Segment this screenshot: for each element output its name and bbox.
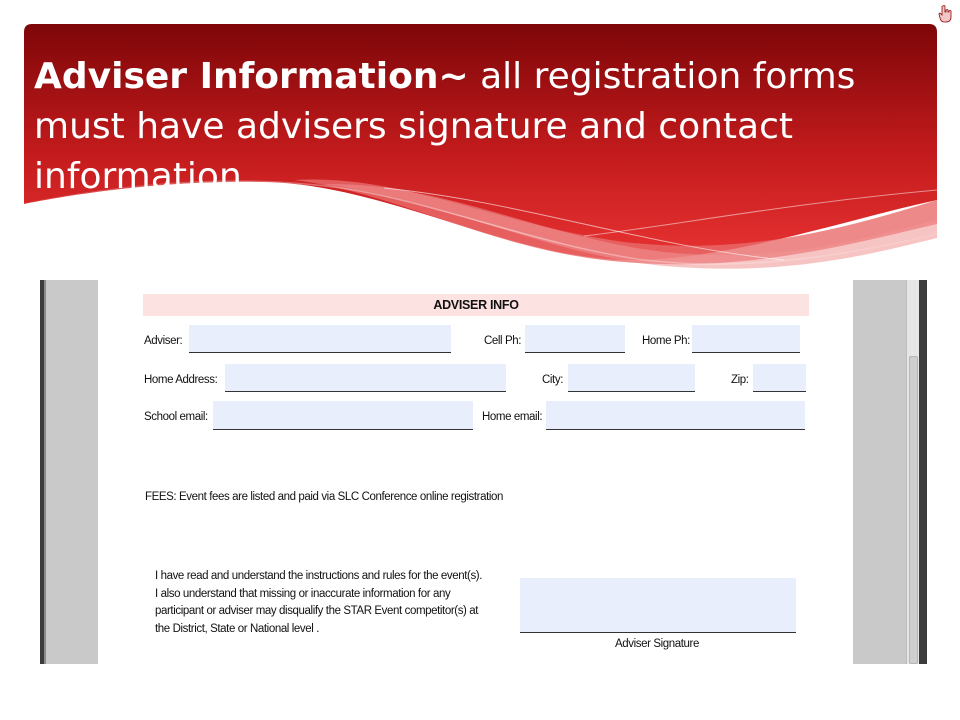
statement-line: participant or adviser may disqualify the STAR Event competitor(s) at [155, 605, 479, 617]
adviser-info-banner: ADVISER INFO [143, 294, 809, 316]
window-edge-left-inner [44, 280, 46, 664]
home-ph-label: Home Ph: [642, 335, 690, 347]
zip-label: Zip: [731, 374, 749, 386]
cell-ph-label: Cell Ph: [484, 335, 522, 347]
adviser-signature-field[interactable] [520, 578, 796, 633]
form-screenshot [40, 280, 927, 664]
slide-title-bold: Adviser Information~ [34, 56, 469, 97]
school-email-field[interactable] [213, 401, 473, 430]
city-field[interactable] [568, 364, 695, 392]
window-edge-right [919, 280, 927, 664]
adviser-statement [155, 568, 511, 638]
home-email-field[interactable] [546, 401, 805, 430]
vertical-scrollbar[interactable] [906, 280, 920, 664]
adviser-signature-label: Adviser Signature [615, 638, 699, 650]
home-ph-field[interactable] [692, 325, 800, 353]
home-address-label: Home Address: [144, 374, 218, 386]
statement-line: I also understand that missing or inaccurate information for any [155, 587, 451, 600]
city-label: City: [542, 374, 564, 386]
scrollbar-thumb[interactable] [909, 356, 918, 664]
cell-ph-field[interactable] [525, 325, 625, 353]
statement-line: I have read and understand the instructions and rules for the event(s). [155, 570, 483, 582]
school-email-label: School email: [144, 411, 208, 423]
slide-title [34, 52, 934, 202]
form-page [98, 280, 853, 664]
adviser-field[interactable] [189, 325, 451, 353]
home-address-field[interactable] [225, 364, 506, 392]
zip-field[interactable] [753, 364, 806, 392]
hand-pointer-icon[interactable] [938, 5, 952, 23]
fees-note: FEES: Event fees are listed and paid via SLC Conference online registration [145, 491, 504, 503]
slide-title-rest: all registration forms must have advisers signature and contact information [34, 56, 856, 197]
statement-line: the District, State or National level . [155, 622, 320, 635]
adviser-label: Adviser: [144, 335, 183, 347]
home-email-label: Home email: [482, 411, 543, 423]
